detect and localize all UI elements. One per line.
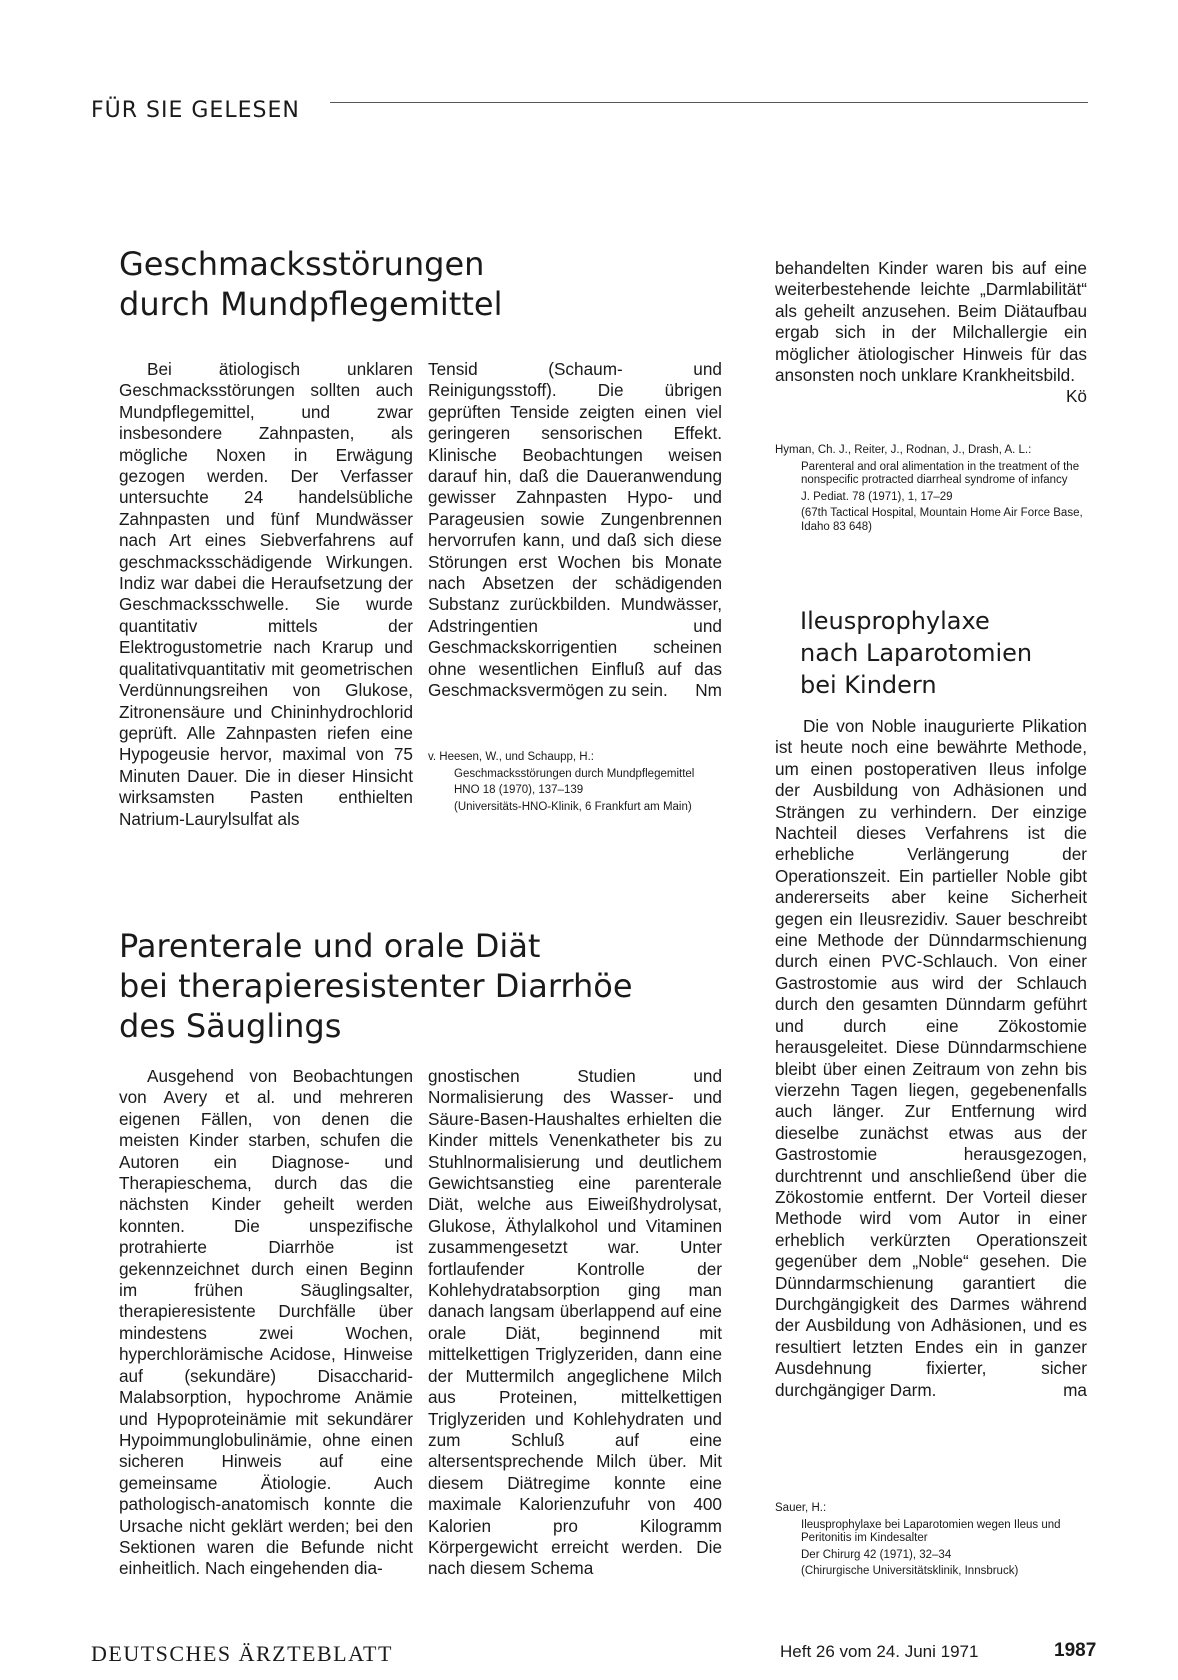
article3-title bbox=[800, 605, 1090, 701]
article1-title-line1: Geschmacksstörungen bbox=[119, 245, 485, 283]
article3-reference bbox=[775, 1502, 1087, 1582]
article2-column2 bbox=[428, 1066, 722, 1580]
article1-ref-journal: HNO 18 (1970), 137–139 bbox=[454, 784, 584, 796]
article1-col1-text: Bei ätiologisch unklaren Geschmacksstörungen sollten auch Mundpflegemittel, und zwar insbesondere Zahnpasten, als mögliche Noxen in Erwägung gezogen werden. Der Verfasser untersuchte 24 handelsübliche Zahnpasten und fünf Mundwässer nach Art eines Siebverfahrens auf geschmacksschädigende Wirkungen. Indiz war dabei die Heraufsetzung der Geschmacksschwelle. Sie wurde quantitativ mittels der Elektrogustometrie nach Krarup und qualitativquantitativ mit geometrischen Verdünnungsreihen von Glukose, Zitronensäure und Chininhydrochlorid geprüft. Alle Zahnpasten riefen eine Hypogeusie hervor, maximal von 75 Minuten Dauer. Die in dieser Hinsicht wirksamsten Pasten enthielten Natrium-Laurylsulfat als bbox=[119, 359, 413, 829]
footer-magazine-title: DEUTSCHES ÄRZTEBLATT bbox=[91, 1641, 393, 1666]
footer-issue-info: Heft 26 vom 24. Juni 1971 bbox=[780, 1642, 979, 1661]
article1-title bbox=[119, 244, 679, 324]
article1-ref-title: Geschmacksstörungen durch Mundpflegemittel bbox=[454, 767, 695, 780]
article1-signature: Nm bbox=[695, 680, 722, 701]
article2-ref-authors: Hyman, Ch. J., Reiter, J., Rodnan, J., Drash, A. L.: bbox=[775, 444, 1032, 456]
article1-title-line2: durch Mundpflegemittel bbox=[119, 285, 503, 323]
header-rule bbox=[330, 102, 1088, 103]
article1-ref-affiliation: (Universitäts-HNO-Klinik, 6 Frankfurt am Main) bbox=[454, 800, 692, 813]
article2-col3-text: behandelten Kinder waren bis auf eine weiterbestehende leichte „Darmlabilität“ als geheilt anzusehen. Beim Diätaufbau ergab sich in der Milchallergie ein möglicher ätiologischer Hinweis für das ansonsten noch unklare Krankheitsbild. bbox=[775, 258, 1087, 386]
article3-body-text: Die von Noble inaugurierte Plikation ist heute noch eine bewährte Methode, um einen postoperativen Ileus infolge der Ausbildung von Adhäsionen und Strängen zu verhindern. Der einzige Nachteil dieses Verfahrens ist die erhebliche Verlängerung der Operationszeit. Ein partieller Noble gibt andererseits aber keine Sicherheit gegen ein Ileusrezidiv. Sauer beschreibt eine Methode der Dünndarmschienung durch einen PVC-Schlauch. Von einer Gastrostomie aus wird der Schlauch durch den gesamten Dünndarm geführt und durch eine Zökostomie herausgeleitet. Diese Dünndarmschiene bleibt über einen Zeitraum von zehn bis vierzehn Tagen liegen, gegebenenfalls auch länger. Zur Entfernung wird dieselbe zunächst etwas aus der Gastrostomie herausgezogen, durchtrennt und anschließend über die Zökostomie entfernt. Der Vorteil dieser Methode wird vom Autor in einer erheblich verkürzten Operationszeit gegenüber dem „Noble“ gesehen. Die Dünndarmschienung garantiert die Durchgängigkeit des Darmes während der Ausbildung von Adhäsionen, und es resultiert letzten Endes ein in ganzer Ausdehnung fixierter, sicher durchgängiger Darm. bbox=[775, 716, 1087, 1400]
article2-title-line2: bei therapieresistenter Diarrhöe bbox=[119, 967, 633, 1005]
article1-col2-text: Tensid (Schaum- und Reinigungsstoff). Die übrigen geprüften Tenside zeigten einen viel geringeren sensorischen Effekt. Klinische Beobachtungen weisen darauf hin, daß die Daueranwendung gewisser Zahnpasten Hypo- und Parageusien sowie Zungenbrennen hervorrufen kann, und daß sich diese Störungen erst Wochen bis Monate nach Absetzen der schädigenden Substanz zurückbilden. Mundwässer, Adstringentien und Geschmackskorrigentien scheinen ohne wesentlichen Einfluß auf das Geschmacksvermögen zu sein. bbox=[428, 359, 722, 701]
section-heading: FÜR SIE GELESEN bbox=[91, 98, 300, 123]
article2-title-line3: des Säuglings bbox=[119, 1007, 342, 1045]
article3-ref-title: Ileusprophylaxe bei Laparotomien wegen Ileus und Peritonitis im Kindesalter bbox=[801, 1518, 1061, 1544]
article1-ref-authors: v. Heesen, W., und Schaupp, H.: bbox=[428, 751, 594, 763]
article2-ref-journal: J. Pediat. 78 (1971), 1, 17–29 bbox=[801, 490, 953, 503]
article2-ref-affiliation: (67th Tactical Hospital, Mountain Home Air Force Base, Idaho 83 648) bbox=[801, 507, 1083, 533]
article3-title-line2: nach Laparotomien bbox=[800, 639, 1033, 667]
article2-title-line1: Parenterale und orale Diät bbox=[119, 927, 541, 965]
article2-ref-title: Parenteral and oral alimentation in the treatment of the nonspecific protracted diarrheal syndrome of infancy bbox=[801, 460, 1080, 486]
article3-column bbox=[775, 716, 1087, 1401]
article2-title bbox=[119, 926, 739, 1046]
article2-reference bbox=[775, 444, 1087, 537]
article1-column1 bbox=[119, 359, 413, 830]
footer-page-number: 1987 bbox=[1054, 1640, 1097, 1661]
article1-column2 bbox=[428, 359, 722, 702]
article3-ref-affiliation: (Chirurgische Universitätsklinik, Innsbruck) bbox=[801, 1565, 1019, 1577]
article3-title-line1: Ileusprophylaxe bbox=[800, 607, 990, 635]
article3-ref-journal: Der Chirurg 42 (1971), 32–34 bbox=[801, 1548, 952, 1561]
article2-column3 bbox=[775, 258, 1087, 408]
article3-ref-authors: Sauer, H.: bbox=[775, 1502, 827, 1514]
article3-title-line3: bei Kindern bbox=[800, 671, 937, 699]
article2-col1-text: Ausgehend von Beobachtungen von Avery et al. und mehreren eigenen Fällen, von denen die meisten Kinder starben, schufen die Autoren ein Diagnose- und Therapieschema, durch das die nächsten Kinder geheilt werden konnten. Die unspezifische protrahierte Diarrhöe ist gekennzeichnet durch einen Beginn im frühen Säuglingsalter, therapieresistente Durchfälle über mindestens zwei Wochen, hyperchlorämische Acidose, Hinweise auf (sekundäre) Disaccharid-Malabsorption, hypochrome Anämie und Hypoproteinämie mit sekundärer Hypoimmunglobulinämie, ohne einen sicheren Hinweis auf eine gemeinsame Ätiologie. Auch pathologisch-anatomisch konnte die Ursache nicht geklärt werden; bei den Sektionen waren die Befunde nicht einheitlich. Nach eingehenden dia- bbox=[119, 1066, 413, 1579]
article1-reference bbox=[428, 751, 722, 817]
article2-column1 bbox=[119, 1066, 413, 1580]
article2-col2-text: gnostischen Studien und Normalisierung des Wasser- und Säure-Basen-Haushaltes erhielten die Kinder mittels Venenkatheter bis zu Stuhlnormalisierung und deutlichem Gewichtsanstieg eine parenterale Diät, welche aus Eiweißhydrolysat, Glukose, Äthylalkohol und Vitaminen zusammengesetzt war. Unter fortlaufender Kontrolle der Kohlehydratabsorption ging man danach langsam überlappend auf eine orale Diät, beginnend mit mittelkettigen Triglyzeriden, dann eine der Muttermilch angeglichene Milch aus Proteinen, mittelkettigen Triglyzeriden und Kohlehydraten und zum Schluß auf eine altersentsprechende Milch über. Mit diesem Diätregime konnte eine maximale Kalorienzufuhr von 400 Kalorien pro Kilogramm Körpergewicht erreicht werden. Die nach diesem Schema bbox=[428, 1066, 722, 1579]
article3-signature: ma bbox=[1063, 1379, 1087, 1400]
article2-signature: Kö bbox=[1065, 386, 1087, 407]
